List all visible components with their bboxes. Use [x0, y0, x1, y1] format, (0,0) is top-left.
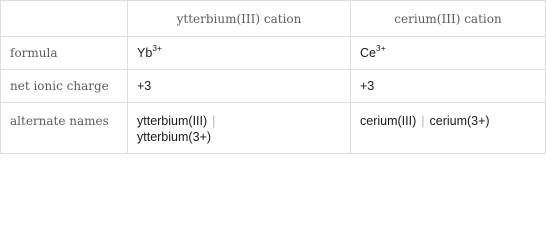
name-separator: |	[212, 114, 216, 128]
alternate-name: ytterbium(III)	[137, 114, 208, 128]
alternate-name: cerium(3+)	[429, 114, 490, 128]
column-header-ytterbium: ytterbium(III) cation	[128, 1, 351, 37]
name-separator: |	[421, 114, 425, 128]
charge-cell-cerium: +3	[351, 70, 546, 103]
table-row-formula	[1, 37, 546, 70]
table-row-alternate-names	[1, 103, 546, 154]
names-cell-cerium	[351, 103, 546, 154]
formula-base: Yb	[137, 46, 153, 60]
row-label-net-ionic-charge: net ionic charge	[1, 70, 128, 103]
table-row-net-ionic-charge	[1, 70, 546, 103]
formula-base: Ce	[360, 46, 376, 60]
formula-charge: 3+	[152, 42, 162, 53]
alternate-name: cerium(III)	[360, 114, 417, 128]
alternate-name: ytterbium(3+)	[137, 130, 211, 144]
names-cell-ytterbium	[128, 103, 351, 154]
formula-cell-cerium	[351, 37, 546, 70]
formula-cell-ytterbium	[128, 37, 351, 70]
header-row	[1, 1, 546, 37]
row-label-alternate-names: alternate names	[1, 103, 128, 154]
column-header-cerium: cerium(III) cation	[351, 1, 546, 37]
charge-cell-ytterbium: +3	[128, 70, 351, 103]
formula-charge: 3+	[375, 42, 386, 53]
corner-cell	[1, 1, 128, 37]
row-label-formula: formula	[1, 37, 128, 70]
